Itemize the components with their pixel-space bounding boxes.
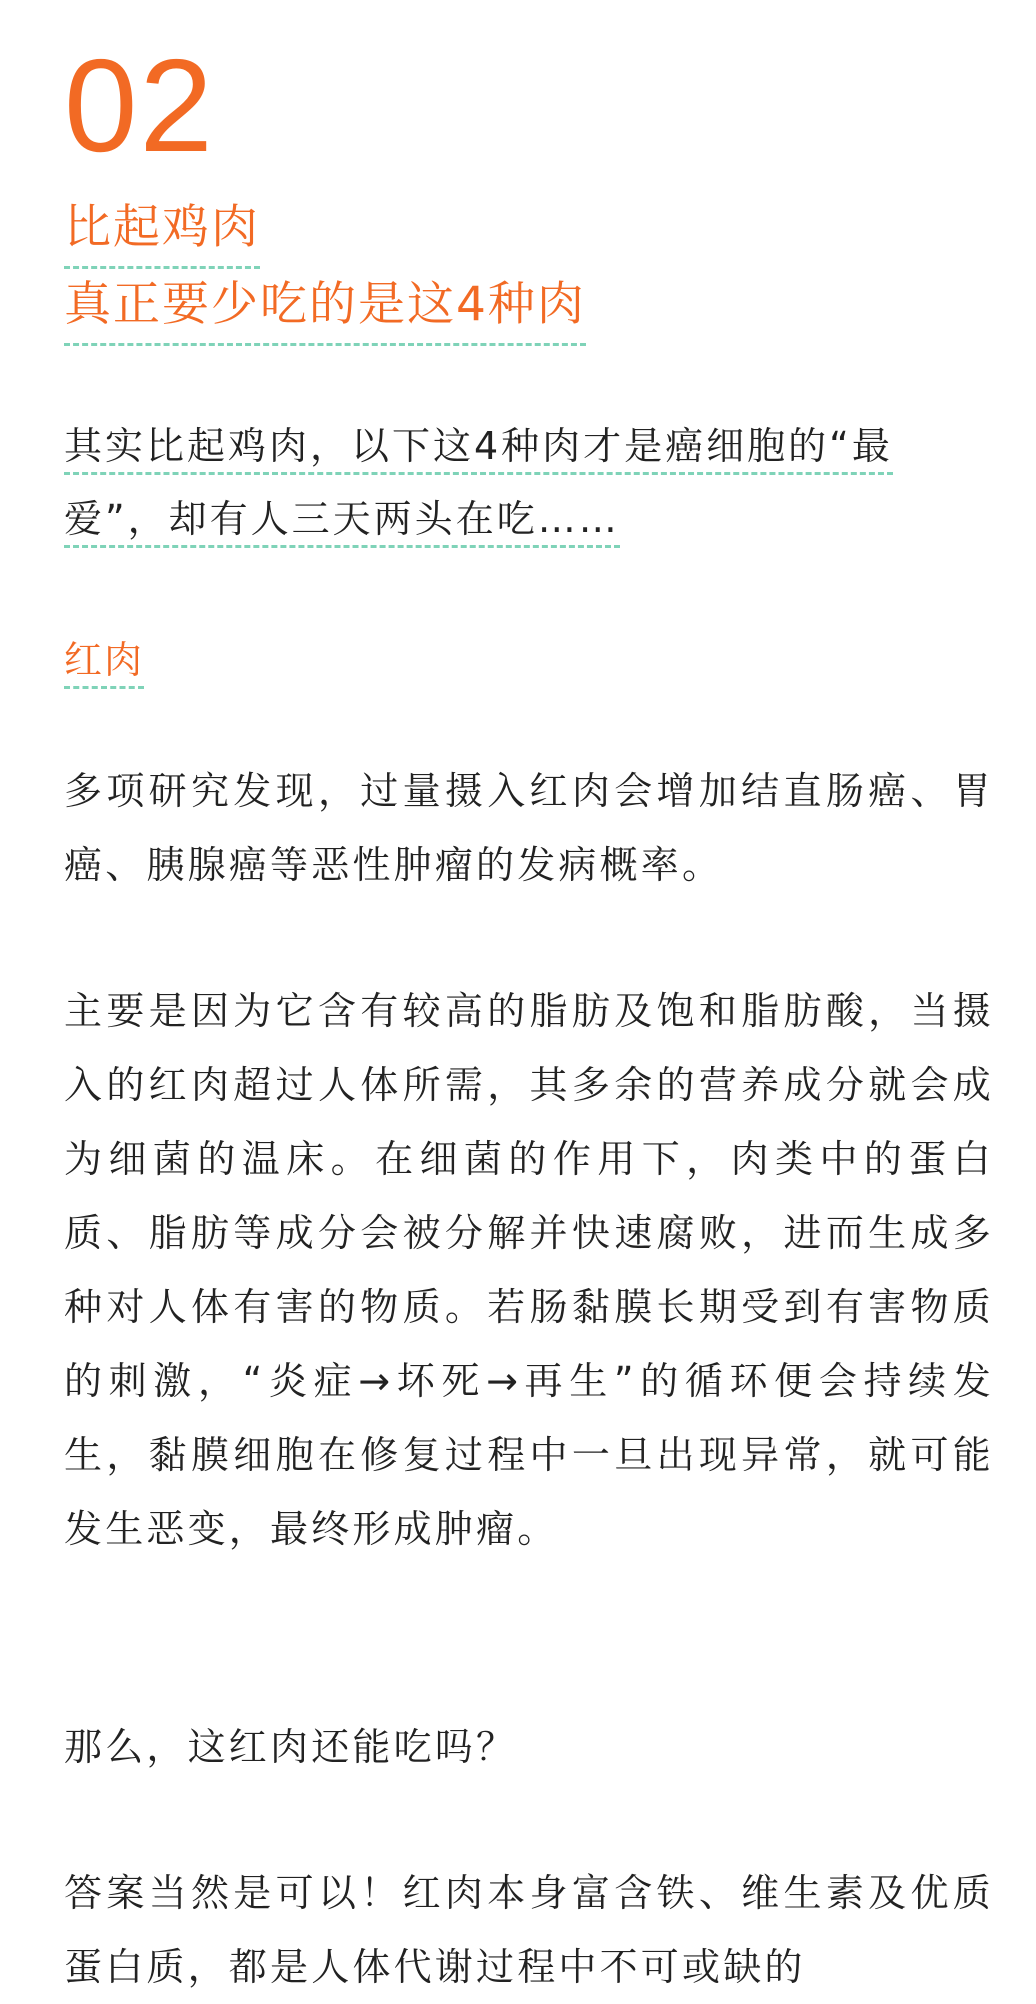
section-number: 02	[64, 32, 215, 179]
paragraph-3: 那么，这红肉还能吃吗？	[64, 1725, 518, 1769]
subheading-red-meat: 红肉	[64, 634, 144, 689]
paragraph-2: 主要是因为它含有较高的脂肪及饱和脂肪酸，当摄入的红肉超过人体所需，其多余的营养成分就会成为细菌的温床。在细菌的作用下，肉类中的蛋白质、脂肪等成分会被分解并快速腐败，进而生成多种对人体有害的物质。若肠黏膜长期受到有害物质的刺激，“炎症→坏死→再生”的循环便会持续发生，黏膜细胞在修复过程中一旦出现异常，就可能发生恶变，最终形成肿瘤。	[64, 989, 994, 1551]
paragraph-1: 多项研究发现，过量摄入红肉会增加结直肠癌、胃癌、胰腺癌等恶性肿瘤的发病概率。	[64, 769, 994, 887]
title-line-2: 真正要少吃的是这4种肉	[64, 269, 586, 346]
intro-paragraph	[64, 410, 994, 556]
section-title	[64, 192, 586, 346]
title-line-1: 比起鸡肉	[64, 192, 260, 269]
paragraph-4: 答案当然是可以！红肉本身富含铁、维生素及优质蛋白质，都是人体代谢过程中不可或缺的	[64, 1871, 994, 1989]
intro-line-1: 其实比起鸡肉，以下这4种肉才是癌细胞的“最	[64, 424, 893, 475]
intro-line-2: 爱”，却有人三天两头在吃……	[64, 497, 620, 548]
